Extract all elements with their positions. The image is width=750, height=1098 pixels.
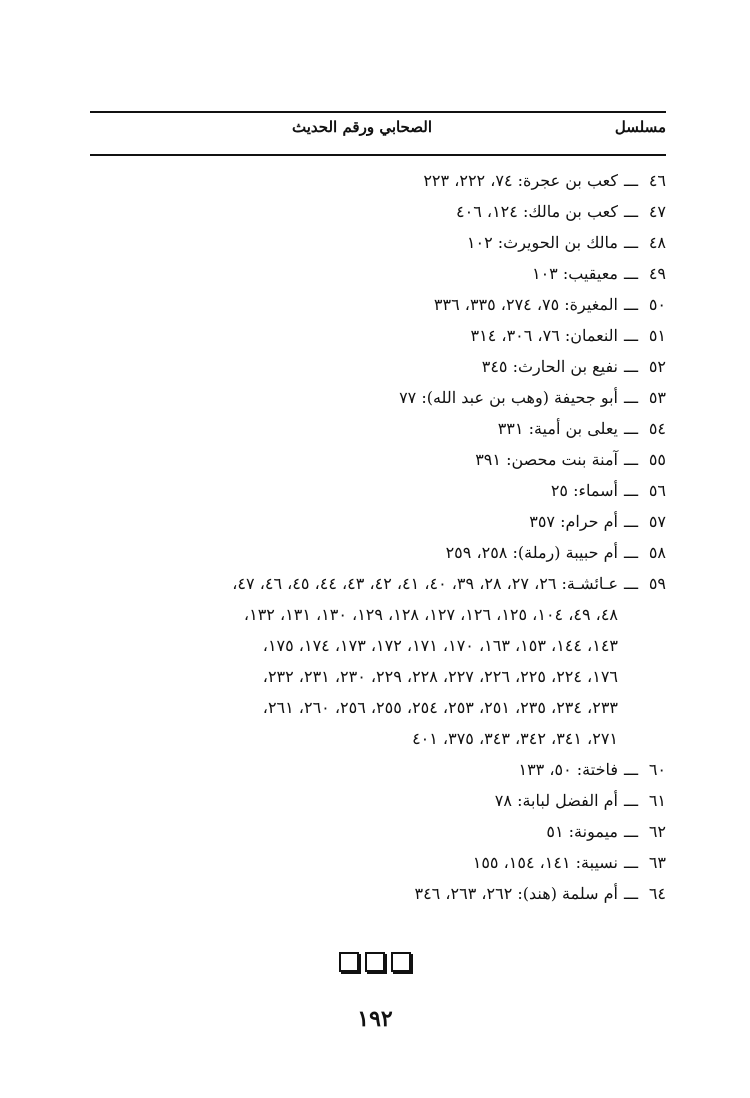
header-bottom-rule [90, 154, 666, 156]
entry-dash: ـــ [623, 233, 639, 252]
entry-text: النعمان: ٧٦، ٣٠٦، ٣١٤ [470, 326, 618, 345]
entry-text: أم الفضل لبابة: ٧٨ [494, 791, 618, 810]
entry-dash: ـــ [623, 853, 639, 872]
entry-number: ٦٠ [648, 760, 666, 779]
entry-text: المغيرة: ٧٥، ٢٧٤، ٣٣٥، ٣٣٦ [433, 295, 618, 314]
entry-number: ٥٨ [648, 543, 666, 562]
index-entry [86, 816, 666, 847]
entry-dash: ـــ [623, 326, 639, 345]
entry-number: ٥٢ [648, 357, 666, 376]
entry-text: مالك بن الحويرث: ١٠٢ [466, 233, 618, 252]
entry-dash: ـــ [623, 481, 639, 500]
entry-dash: ـــ [623, 419, 639, 438]
page-number: ١٩٢ [357, 1006, 393, 1032]
index-entry-list [86, 165, 666, 909]
entry-dash: ـــ [623, 512, 639, 531]
entry-number: ٦٢ [648, 822, 666, 841]
entry-text: أم حرام: ٣٥٧ [529, 512, 618, 531]
entry-number: ٥٩ [648, 574, 666, 593]
entry-dash: ـــ [623, 574, 639, 593]
entry-number: ٥١ [648, 326, 666, 345]
entry-number: ٤٨ [648, 233, 666, 252]
index-entry [86, 568, 666, 754]
entry-text: نفيع بن الحارث: ٣٤٥ [481, 357, 618, 376]
entry-text: أم سلمة (هند): ٢٦٢، ٢٦٣، ٣٤٦ [414, 884, 618, 903]
entry-text-line: ٢٧١، ٣٤١، ٣٤٢، ٣٤٣، ٣٧٥، ٤٠١ [412, 729, 618, 748]
index-entry [86, 754, 666, 785]
entry-text: آمنة بنت محصن: ٣٩١ [475, 450, 618, 469]
index-entry [86, 444, 666, 475]
entry-number: ٥٧ [648, 512, 666, 531]
entry-text-line: ٢٣٣، ٢٣٤، ٢٣٥، ٢٥١، ٢٥٣، ٢٥٤، ٢٥٥، ٢٥٦، ٢٦٠، ٢٦١، [262, 698, 618, 717]
entry-text: كعب بن عجرة: ٧٤، ٢٢٢، ٢٢٣ [423, 171, 618, 190]
entry-text-line: ١٧٦، ٢٢٤، ٢٢٥، ٢٢٦، ٢٢٧، ٢٢٨، ٢٢٩، ٢٣٠، ٢٣١، ٢٣٢، [262, 667, 618, 686]
entry-number: ٤٦ [648, 171, 666, 190]
entry-text: نسيبة: ١٤١، ١٥٤، ١٥٥ [472, 853, 618, 872]
entry-text-line: ١٤٣، ١٤٤، ١٥٣، ١٦٣، ١٧٠، ١٧١، ١٧٢، ١٧٣، ١٧٤، ١٧٥، [262, 636, 618, 655]
index-entry [86, 165, 666, 196]
entry-number: ٥٣ [648, 388, 666, 407]
header-top-rule [90, 111, 666, 113]
entry-text: معيقيب: ١٠٣ [531, 264, 618, 283]
index-entry [86, 785, 666, 816]
index-entry [86, 351, 666, 382]
index-entry [86, 196, 666, 227]
entry-text [232, 568, 618, 754]
entry-number: ٦١ [648, 791, 666, 810]
entry-dash: ـــ [623, 760, 639, 779]
entry-dash: ـــ [623, 264, 639, 283]
ornament-square-icon [365, 952, 385, 972]
entry-dash: ـــ [623, 822, 639, 841]
entry-dash: ـــ [623, 450, 639, 469]
index-entry [86, 537, 666, 568]
header-companion-label: الصحابي ورقم الحديث [292, 118, 432, 136]
header-serial-label: مسلسل [614, 118, 666, 136]
entry-number: ٦٤ [648, 884, 666, 903]
entry-number: ٤٩ [648, 264, 666, 283]
entry-dash: ـــ [623, 884, 639, 903]
ornament-square-icon [391, 952, 411, 972]
index-entry [86, 413, 666, 444]
entry-dash: ـــ [623, 357, 639, 376]
entry-dash: ـــ [623, 543, 639, 562]
entry-text-line: عـائشـة: ٢٦، ٢٧، ٢٨، ٣٩، ٤٠، ٤١، ٤٢، ٤٣، ٤٤، ٤٥، ٤٦، ٤٧، [232, 574, 618, 593]
entry-number: ٤٧ [648, 202, 666, 221]
entry-text: كعب بن مالك: ١٢٤، ٤٠٦ [456, 202, 618, 221]
entry-text: أم حبيبة (رملة): ٢٥٨، ٢٥٩ [445, 543, 618, 562]
entry-text: أسماء: ٢٥ [550, 481, 618, 500]
entry-number: ٥٠ [648, 295, 666, 314]
ornament-square-icon [339, 952, 359, 972]
index-entry [86, 382, 666, 413]
entry-dash: ـــ [623, 202, 639, 221]
entry-text: يعلى بن أمية: ٣٣١ [497, 419, 618, 438]
entry-number: ٥٥ [648, 450, 666, 469]
entry-text: فاختة: ٥٠، ١٣٣ [518, 760, 618, 779]
entry-dash: ـــ [623, 171, 639, 190]
index-entry [86, 258, 666, 289]
index-entry [86, 227, 666, 258]
entry-dash: ـــ [623, 791, 639, 810]
index-entry [86, 847, 666, 878]
index-entry [86, 878, 666, 909]
index-entry [86, 289, 666, 320]
entry-text: أبو جحيفة (وهب بن عبد الله): ٧٧ [399, 388, 618, 407]
entry-dash: ـــ [623, 388, 639, 407]
entry-number: ٥٤ [648, 419, 666, 438]
entry-text-line: ٤٨، ٤٩، ١٠٤، ١٢٥، ١٢٦، ١٢٧، ١٢٨، ١٢٩، ١٣٠، ١٣١، ١٣٢، [243, 605, 618, 624]
entry-text: ميمونة: ٥١ [546, 822, 618, 841]
entry-dash: ـــ [623, 295, 639, 314]
index-entry [86, 475, 666, 506]
entry-number: ٦٣ [648, 853, 666, 872]
section-end-ornament [0, 952, 750, 976]
index-entry [86, 320, 666, 351]
entry-number: ٥٦ [648, 481, 666, 500]
index-entry [86, 506, 666, 537]
